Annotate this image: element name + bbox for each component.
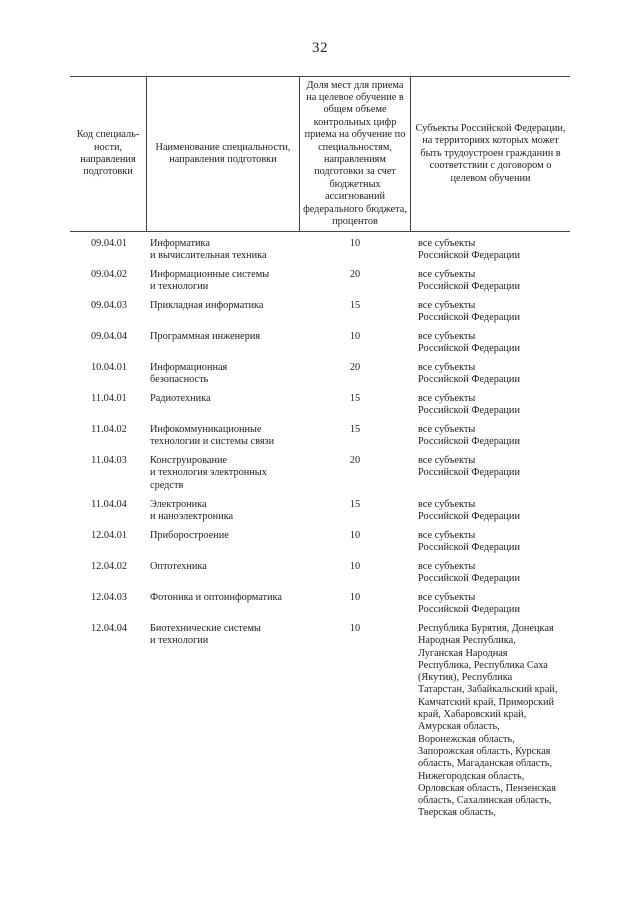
table-row (70, 362, 570, 393)
row-subjects: все субъекты Российской Федерации (418, 592, 520, 616)
table-row (70, 269, 570, 300)
row-code: 12.04.03 (90, 592, 128, 603)
row-subjects: все субъекты Российской Федерации (418, 499, 520, 523)
row-percent: 20 (349, 455, 361, 466)
row-name: Фотоника и оптоинформатика (150, 592, 282, 603)
row-percent: 20 (349, 269, 361, 280)
row-percent: 20 (349, 362, 361, 373)
row-name: Конструирование и технология электронных средств (150, 455, 267, 491)
header-subjects: Субъекты Российской Федерации, на территориях которых может быть трудоустроен гражданин в соответствии с договором о целевом обучении (410, 77, 570, 231)
row-percent: 10 (349, 331, 361, 342)
row-name: Информационные системы и технологии (150, 269, 270, 293)
row-percent: 10 (349, 238, 361, 249)
row-subjects: все субъекты Российской Федерации (418, 455, 520, 479)
row-code: 09.04.03 (90, 300, 128, 311)
row-percent: 10 (349, 623, 361, 634)
page-number: 32 (312, 40, 328, 56)
row-name: Приборостроение (150, 530, 229, 541)
row-code: 09.04.04 (90, 331, 128, 342)
row-percent: 15 (349, 499, 361, 510)
table-row (70, 499, 570, 530)
table-row (70, 623, 570, 853)
row-name: Прикладная информатика (150, 300, 264, 311)
row-code: 10.04.01 (90, 362, 128, 373)
row-name: Оптотехника (150, 561, 207, 572)
row-code: 12.04.02 (90, 561, 128, 572)
row-code: 11.04.01 (91, 393, 127, 404)
row-name: Программная инженерия (150, 331, 261, 342)
row-percent: 15 (349, 393, 361, 404)
row-subjects: Республика Бурятия, Донецкая Народная Республика, Луганская Народная Республика, Республика Саха (Якутия), Республика Татарстан, Забайкальский край, Камчатский край, Приморский край, Хабаровский край, Амурская область, Воронежская область, Запорожская область, Курская область, Магаданская область, Нижегородская область, Орловская область, Пензенская область, Сахалинская область, Тверская область, (418, 623, 558, 819)
row-code: 09.04.01 (90, 238, 128, 249)
table-row (70, 530, 570, 561)
row-code: 09.04.02 (90, 269, 128, 280)
row-name: Радиотехника (150, 393, 211, 404)
row-percent: 10 (349, 592, 361, 603)
row-name: Информационная безопасность (150, 362, 228, 386)
row-percent: 10 (349, 561, 361, 572)
table-body (70, 238, 570, 853)
row-percent: 15 (349, 300, 361, 311)
row-subjects: все субъекты Российской Федерации (418, 238, 520, 262)
table-row (70, 455, 570, 499)
row-percent: 15 (349, 424, 361, 435)
row-subjects: все субъекты Российской Федерации (418, 331, 520, 355)
row-code: 12.04.01 (90, 530, 128, 541)
row-name: Биотехнические системы и технологии (150, 623, 261, 647)
row-subjects: все субъекты Российской Федерации (418, 424, 520, 448)
table-row (70, 331, 570, 362)
row-subjects: все субъекты Российской Федерации (418, 300, 520, 324)
table-header (70, 76, 570, 232)
table-row (70, 561, 570, 592)
row-code: 12.04.04 (90, 623, 128, 634)
row-code: 11.04.02 (91, 424, 127, 435)
table-row (70, 424, 570, 455)
header-code: Код специаль-ности, направления подготовки (76, 129, 140, 178)
row-name: Информатика и вычислительная техника (150, 238, 267, 262)
row-subjects: все субъекты Российской Федерации (418, 269, 520, 293)
table-row (70, 592, 570, 623)
table-row (70, 238, 570, 269)
row-code: 11.04.03 (91, 455, 127, 466)
row-percent: 10 (349, 530, 361, 541)
row-name: Инфокоммуникационные технологии и системы связи (150, 424, 275, 448)
row-subjects: все субъекты Российской Федерации (418, 530, 520, 554)
row-name: Электроника и наноэлектроника (150, 499, 234, 523)
row-subjects: все субъекты Российской Федерации (418, 561, 520, 585)
table-row (70, 300, 570, 331)
header-percent: Доля мест для приема на целевое обучение в общем объеме контрольных цифр приема на обучение по специальностям, направлениям подготовки за счет бюджетных ассигнований федерального бюджета, процентов (299, 77, 410, 231)
row-subjects: все субъекты Российской Федерации (418, 393, 520, 417)
row-subjects: все субъекты Российской Федерации (418, 362, 520, 386)
header-name: Наименование специальности, направления подготовки (146, 77, 299, 231)
table-row (70, 393, 570, 424)
row-code: 11.04.04 (91, 499, 127, 510)
